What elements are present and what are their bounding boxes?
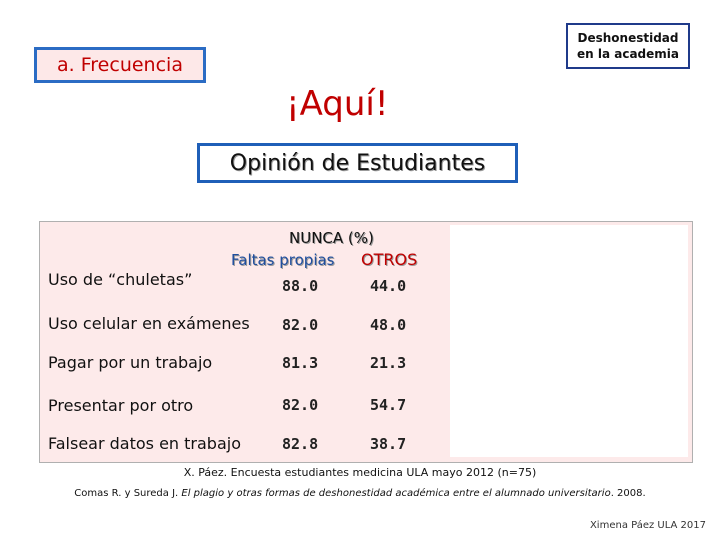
value-otros: 21.3 [370,354,407,372]
reference-citation [0,488,720,499]
reference-title: El plagio y otras formas de deshonestidad académica entre el alumnado universitario [181,488,611,499]
section-label-badge [34,47,206,83]
reference-survey: X. Páez. Encuesta estudiantes medicina ULA mayo 2012 (n=75) [183,466,537,479]
value-otros: 38.7 [370,435,407,453]
topic-line-2: en la academia [577,47,679,61]
section-label: a. Frecuencia [57,54,183,76]
subtitle-box [197,143,518,183]
value-propias: 82.8 [282,435,319,453]
row-label: Uso celular en exámenes [48,314,250,333]
value-otros: 44.0 [370,277,407,295]
blank-panel [450,225,688,457]
column-header-propias: Faltas propias [231,251,335,269]
page-subtitle: Opinión de Estudiantes [229,150,486,176]
value-propias: 81.3 [282,354,319,372]
row-label: Uso de “chuletas” [48,270,193,289]
value-propias: 82.0 [282,396,319,414]
value-otros: 54.7 [370,396,407,414]
value-propias: 82.0 [282,316,319,334]
exclamation-title: ¡Aquí! [286,84,389,124]
value-otros: 48.0 [370,316,407,334]
header-nunca: NUNCA (%) [289,229,374,247]
reference-year: . 2008. [610,488,646,499]
topic-badge [566,23,690,69]
author-credit: Ximena Páez ULA 2017 [589,520,706,531]
row-label: Presentar por otro [48,396,194,415]
row-label: Falsear datos en trabajo [48,434,241,453]
topic-line-1: Deshonestidad [577,31,679,45]
reference-authors: Comas R. y Sureda J. [74,488,179,499]
row-label: Pagar por un trabajo [48,353,213,372]
column-header-otros: OTROS [361,250,418,269]
value-propias: 88.0 [282,277,319,295]
